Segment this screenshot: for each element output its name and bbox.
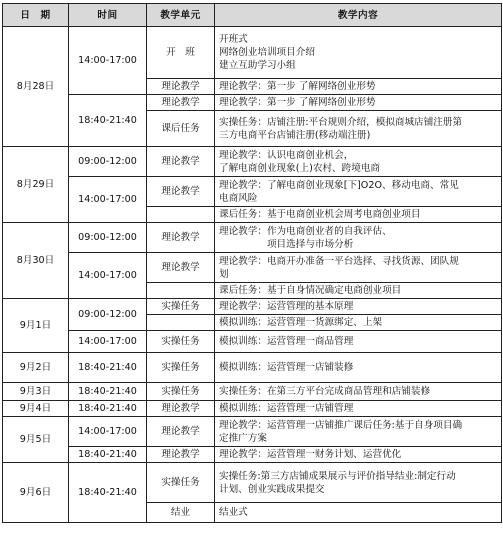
content-cell	[215, 447, 502, 463]
table-row	[3, 27, 502, 79]
time-cell: 14:00-17:00	[69, 177, 147, 223]
table-row	[3, 383, 502, 401]
content-line: 理论教学：作为电商创业者的自我评估、	[219, 225, 392, 237]
date-cell: 9月5日	[3, 417, 69, 463]
date-cell: 9月3日	[3, 383, 69, 401]
content-cell	[215, 331, 502, 353]
content-cell	[215, 95, 502, 111]
table-row	[3, 223, 502, 253]
content-line: 网络创业培训项目介绍	[219, 47, 315, 58]
time-cell: 18:40-21:40	[69, 463, 147, 523]
content-line: 实操任务：店铺注册:平台规则介绍，模拟商城店铺注册第	[219, 116, 463, 128]
content-cell	[215, 147, 502, 177]
schedule-table	[2, 3, 502, 523]
content-line: 电商风险	[219, 192, 258, 204]
table-row	[3, 299, 502, 315]
content-line: 理论教学：电商开办准备一平台选择、寻找货源、团队规	[219, 255, 459, 267]
date-cell: 9月2日	[3, 353, 69, 383]
content-line: 计划、创业实践成果提交	[219, 483, 325, 495]
table-row	[3, 447, 502, 463]
time-cell: 14:00-17:00	[69, 253, 147, 299]
content-line: 模拟训练：运营管理一商品管理	[219, 336, 354, 347]
content-cell	[215, 383, 502, 401]
content-cell	[215, 283, 502, 299]
content-line: 开班式	[219, 34, 248, 45]
unit-cell	[147, 207, 215, 223]
content-line: 了解电商创业现象(上)农村、跨境电商	[219, 162, 380, 174]
content-line: 理论教学：认识电商创业机会，	[219, 149, 354, 161]
time-cell: 14:00-17:00	[69, 331, 147, 353]
unit-cell: 实操任务	[147, 353, 215, 383]
unit-cell: 实操任务	[147, 299, 215, 315]
content-line: 理论教学：第一步 了解网络创业形势	[219, 81, 376, 92]
table-row	[3, 331, 502, 353]
content-cell	[215, 253, 502, 283]
content-cell	[215, 503, 502, 523]
content-line: 建立互助学习小组	[219, 60, 296, 71]
header-time: 时间	[69, 4, 147, 27]
content-line: 模拟训练：运营管理一店铺管理	[219, 403, 354, 414]
date-cell: 8月28日	[3, 27, 69, 147]
time-cell: 09:00-12:00	[69, 147, 147, 177]
content-line: 定推广方案	[219, 432, 267, 444]
unit-cell	[147, 283, 215, 299]
unit-cell: 理论教学	[147, 401, 215, 417]
table-row	[3, 95, 502, 111]
unit-cell: 理论教学	[147, 223, 215, 253]
content-line: 课后任务：基于自身情况确定电商创业项目	[219, 285, 402, 296]
time-cell: 14:00-17:00	[69, 417, 147, 447]
content-line: 项目选择与市场分析	[219, 238, 354, 250]
time-cell: 18:40-21:40	[69, 447, 147, 463]
header-content: 教学内容	[215, 4, 502, 27]
content-cell	[215, 207, 502, 223]
content-line: 理论教学：了解电商创业现象[下]O2O、移动电商、常见	[219, 179, 459, 191]
unit-cell: 结业	[147, 503, 215, 523]
content-line: 实操任务：在第三方平台完成商品管理和店铺装修	[219, 386, 431, 397]
time-cell: 18:40-21:40	[69, 353, 147, 383]
header-date: 日 期	[3, 4, 69, 27]
content-line: 结业式	[219, 507, 248, 518]
unit-cell: 理论教学	[147, 417, 215, 447]
table-row	[3, 147, 502, 177]
time-cell: 14:00-17:00	[69, 27, 147, 95]
date-cell: 9月4日	[3, 401, 69, 417]
header-unit: 教学单元	[147, 4, 215, 27]
unit-cell: 实操任务	[147, 383, 215, 401]
content-cell	[215, 223, 502, 253]
content-line: 实操任务:第三方店铺成果展示与评价指导结业:制定行动	[219, 470, 456, 482]
unit-cell: 理论教学	[147, 447, 215, 463]
time-cell: 18:40-21:40	[69, 383, 147, 401]
content-cell	[215, 315, 502, 331]
time-cell: 09:00-12:00	[69, 223, 147, 253]
content-line: 模拟训练：运营管理一货源绑定、上架	[219, 317, 383, 328]
content-line: 课后任务：基于电商创业机会周考电商创业项目	[219, 209, 421, 220]
time-cell: 18:40-21:40	[69, 401, 147, 417]
content-line: 理论教学：运营管理的基本原理	[219, 301, 354, 312]
content-cell	[215, 463, 502, 503]
schedule-body	[3, 27, 502, 523]
content-line: 理论教学：运营管理一财务计划、运营优化	[219, 449, 402, 460]
table-row	[3, 401, 502, 417]
time-cell: 18:40-21:40	[69, 95, 147, 147]
content-line: 模拟训练：运营管理一店铺装修	[219, 362, 354, 373]
table-row	[3, 463, 502, 503]
content-line: 理论教学：第一步 了解网络创业形势	[219, 97, 376, 108]
content-cell	[215, 79, 502, 95]
unit-cell: 实操任务	[147, 463, 215, 503]
date-cell: 8月29日	[3, 147, 69, 223]
content-cell	[215, 27, 502, 79]
content-cell	[215, 177, 502, 207]
content-line: 理论教学：运营管理一店铺推广课后任务:基于自身项目确	[219, 419, 463, 431]
unit-cell: 理论教学	[147, 147, 215, 177]
table-row	[3, 253, 502, 283]
content-cell	[215, 111, 502, 147]
content-line: 三方电商平台店铺注册(移动端注册)	[219, 129, 371, 141]
date-cell: 9月1日	[3, 299, 69, 353]
unit-cell: 课后任务	[147, 111, 215, 147]
unit-cell	[147, 315, 215, 331]
table-row	[3, 417, 502, 447]
unit-cell: 理论教学	[147, 95, 215, 111]
unit-cell: 理论教学	[147, 253, 215, 283]
table-row	[3, 177, 502, 207]
unit-cell: 实操任务	[147, 331, 215, 353]
unit-cell: 理论教学	[147, 177, 215, 207]
table-row	[3, 353, 502, 383]
unit-cell: 理论教学	[147, 79, 215, 95]
time-cell: 09:00-12:00	[69, 299, 147, 331]
content-cell	[215, 299, 502, 315]
header-row	[3, 4, 502, 27]
content-cell	[215, 417, 502, 447]
content-cell	[215, 353, 502, 383]
content-cell	[215, 401, 502, 417]
date-cell: 8月30日	[3, 223, 69, 299]
date-cell: 9月6日	[3, 463, 69, 523]
content-line: 划	[219, 268, 229, 280]
unit-cell: 开 班	[147, 27, 215, 79]
